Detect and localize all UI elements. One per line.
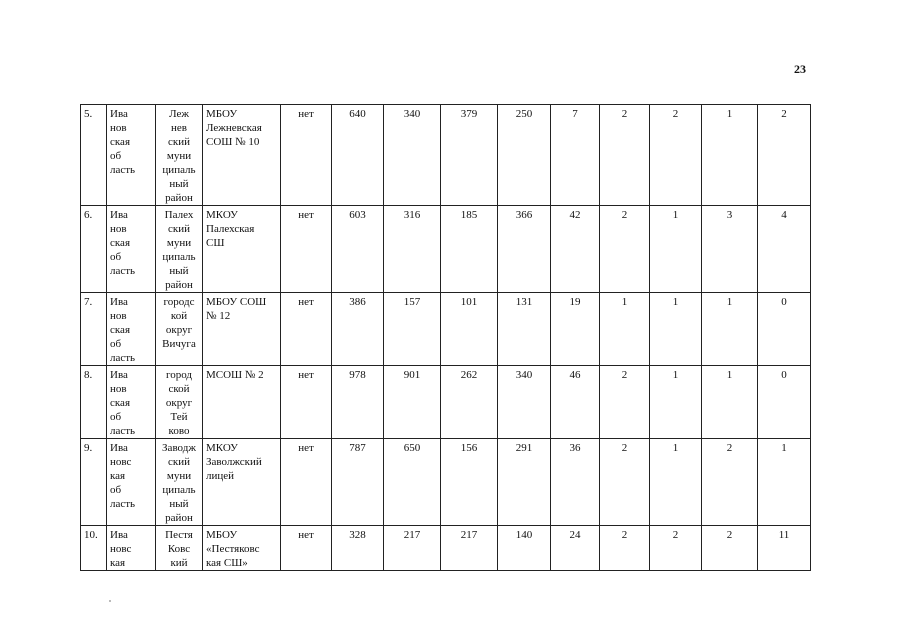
value-cell: 2 <box>600 105 650 206</box>
value-cell: 140 <box>498 526 551 571</box>
school-cell: МБОУ «Пестяковс кая СШ» <box>203 526 281 571</box>
region-cell: Ива нов ская об ласть <box>107 366 156 439</box>
page-number: 23 <box>794 62 806 76</box>
region-cell: Ива новс кая об ласть <box>107 439 156 526</box>
value-cell: 0 <box>758 366 811 439</box>
flag-cell: нет <box>281 206 332 293</box>
value-cell: 24 <box>551 526 600 571</box>
school-cell: МКОУ Палехская СШ <box>203 206 281 293</box>
district-cell: Пестя Ковс кий <box>156 526 203 571</box>
table-row <box>81 439 811 526</box>
value-cell: 2 <box>600 366 650 439</box>
value-cell: 157 <box>384 293 441 366</box>
flag-cell: нет <box>281 439 332 526</box>
region-cell: Ива новс кая <box>107 526 156 571</box>
row-number: 5. <box>81 105 107 206</box>
value-cell: 640 <box>332 105 384 206</box>
row-number: 10. <box>81 526 107 571</box>
value-cell: 2 <box>600 526 650 571</box>
value-cell: 42 <box>551 206 600 293</box>
district-cell: Леж нев ский муни ципаль ный район <box>156 105 203 206</box>
value-cell: 4 <box>758 206 811 293</box>
value-cell: 1 <box>758 439 811 526</box>
value-cell: 1 <box>702 366 758 439</box>
flag-cell: нет <box>281 293 332 366</box>
row-number: 7. <box>81 293 107 366</box>
school-cell: МБОУ Лежневская СОШ № 10 <box>203 105 281 206</box>
school-cell: МСОШ № 2 <box>203 366 281 439</box>
scan-speck <box>109 600 111 602</box>
value-cell: 19 <box>551 293 600 366</box>
value-cell: 1 <box>650 366 702 439</box>
value-cell: 2 <box>600 439 650 526</box>
region-cell: Ива нов ская об ласть <box>107 293 156 366</box>
value-cell: 101 <box>441 293 498 366</box>
school-cell: МБОУ СОШ № 12 <box>203 293 281 366</box>
value-cell: 650 <box>384 439 441 526</box>
value-cell: 2 <box>650 105 702 206</box>
value-cell: 603 <box>332 206 384 293</box>
value-cell: 340 <box>384 105 441 206</box>
flag-cell: нет <box>281 526 332 571</box>
value-cell: 11 <box>758 526 811 571</box>
row-number: 9. <box>81 439 107 526</box>
value-cell: 262 <box>441 366 498 439</box>
row-number: 6. <box>81 206 107 293</box>
value-cell: 2 <box>702 526 758 571</box>
value-cell: 379 <box>441 105 498 206</box>
value-cell: 787 <box>332 439 384 526</box>
value-cell: 386 <box>332 293 384 366</box>
table-row <box>81 105 811 206</box>
flag-cell: нет <box>281 366 332 439</box>
table-row <box>81 293 811 366</box>
value-cell: 1 <box>650 206 702 293</box>
district-cell: Палех ский муни ципаль ный район <box>156 206 203 293</box>
table-row <box>81 526 811 571</box>
value-cell: 131 <box>498 293 551 366</box>
school-cell: МКОУ Заволжский лицей <box>203 439 281 526</box>
value-cell: 1 <box>650 293 702 366</box>
value-cell: 2 <box>650 526 702 571</box>
value-cell: 1 <box>702 105 758 206</box>
value-cell: 1 <box>650 439 702 526</box>
value-cell: 7 <box>551 105 600 206</box>
table-row <box>81 206 811 293</box>
value-cell: 291 <box>498 439 551 526</box>
value-cell: 185 <box>441 206 498 293</box>
value-cell: 316 <box>384 206 441 293</box>
region-cell: Ива нов ская об ласть <box>107 105 156 206</box>
value-cell: 217 <box>441 526 498 571</box>
value-cell: 1 <box>702 293 758 366</box>
value-cell: 3 <box>702 206 758 293</box>
value-cell: 2 <box>758 105 811 206</box>
value-cell: 156 <box>441 439 498 526</box>
row-number: 8. <box>81 366 107 439</box>
value-cell: 2 <box>702 439 758 526</box>
table-row <box>81 366 811 439</box>
district-cell: город ской округ Тей ково <box>156 366 203 439</box>
value-cell: 217 <box>384 526 441 571</box>
value-cell: 901 <box>384 366 441 439</box>
value-cell: 328 <box>332 526 384 571</box>
schools-table <box>80 104 811 571</box>
value-cell: 2 <box>600 206 650 293</box>
value-cell: 1 <box>600 293 650 366</box>
value-cell: 46 <box>551 366 600 439</box>
district-cell: городс кой округ Вичуга <box>156 293 203 366</box>
value-cell: 978 <box>332 366 384 439</box>
district-cell: Заводж ский муни ципаль ный район <box>156 439 203 526</box>
value-cell: 0 <box>758 293 811 366</box>
value-cell: 250 <box>498 105 551 206</box>
value-cell: 340 <box>498 366 551 439</box>
flag-cell: нет <box>281 105 332 206</box>
value-cell: 366 <box>498 206 551 293</box>
value-cell: 36 <box>551 439 600 526</box>
region-cell: Ива нов ская об ласть <box>107 206 156 293</box>
